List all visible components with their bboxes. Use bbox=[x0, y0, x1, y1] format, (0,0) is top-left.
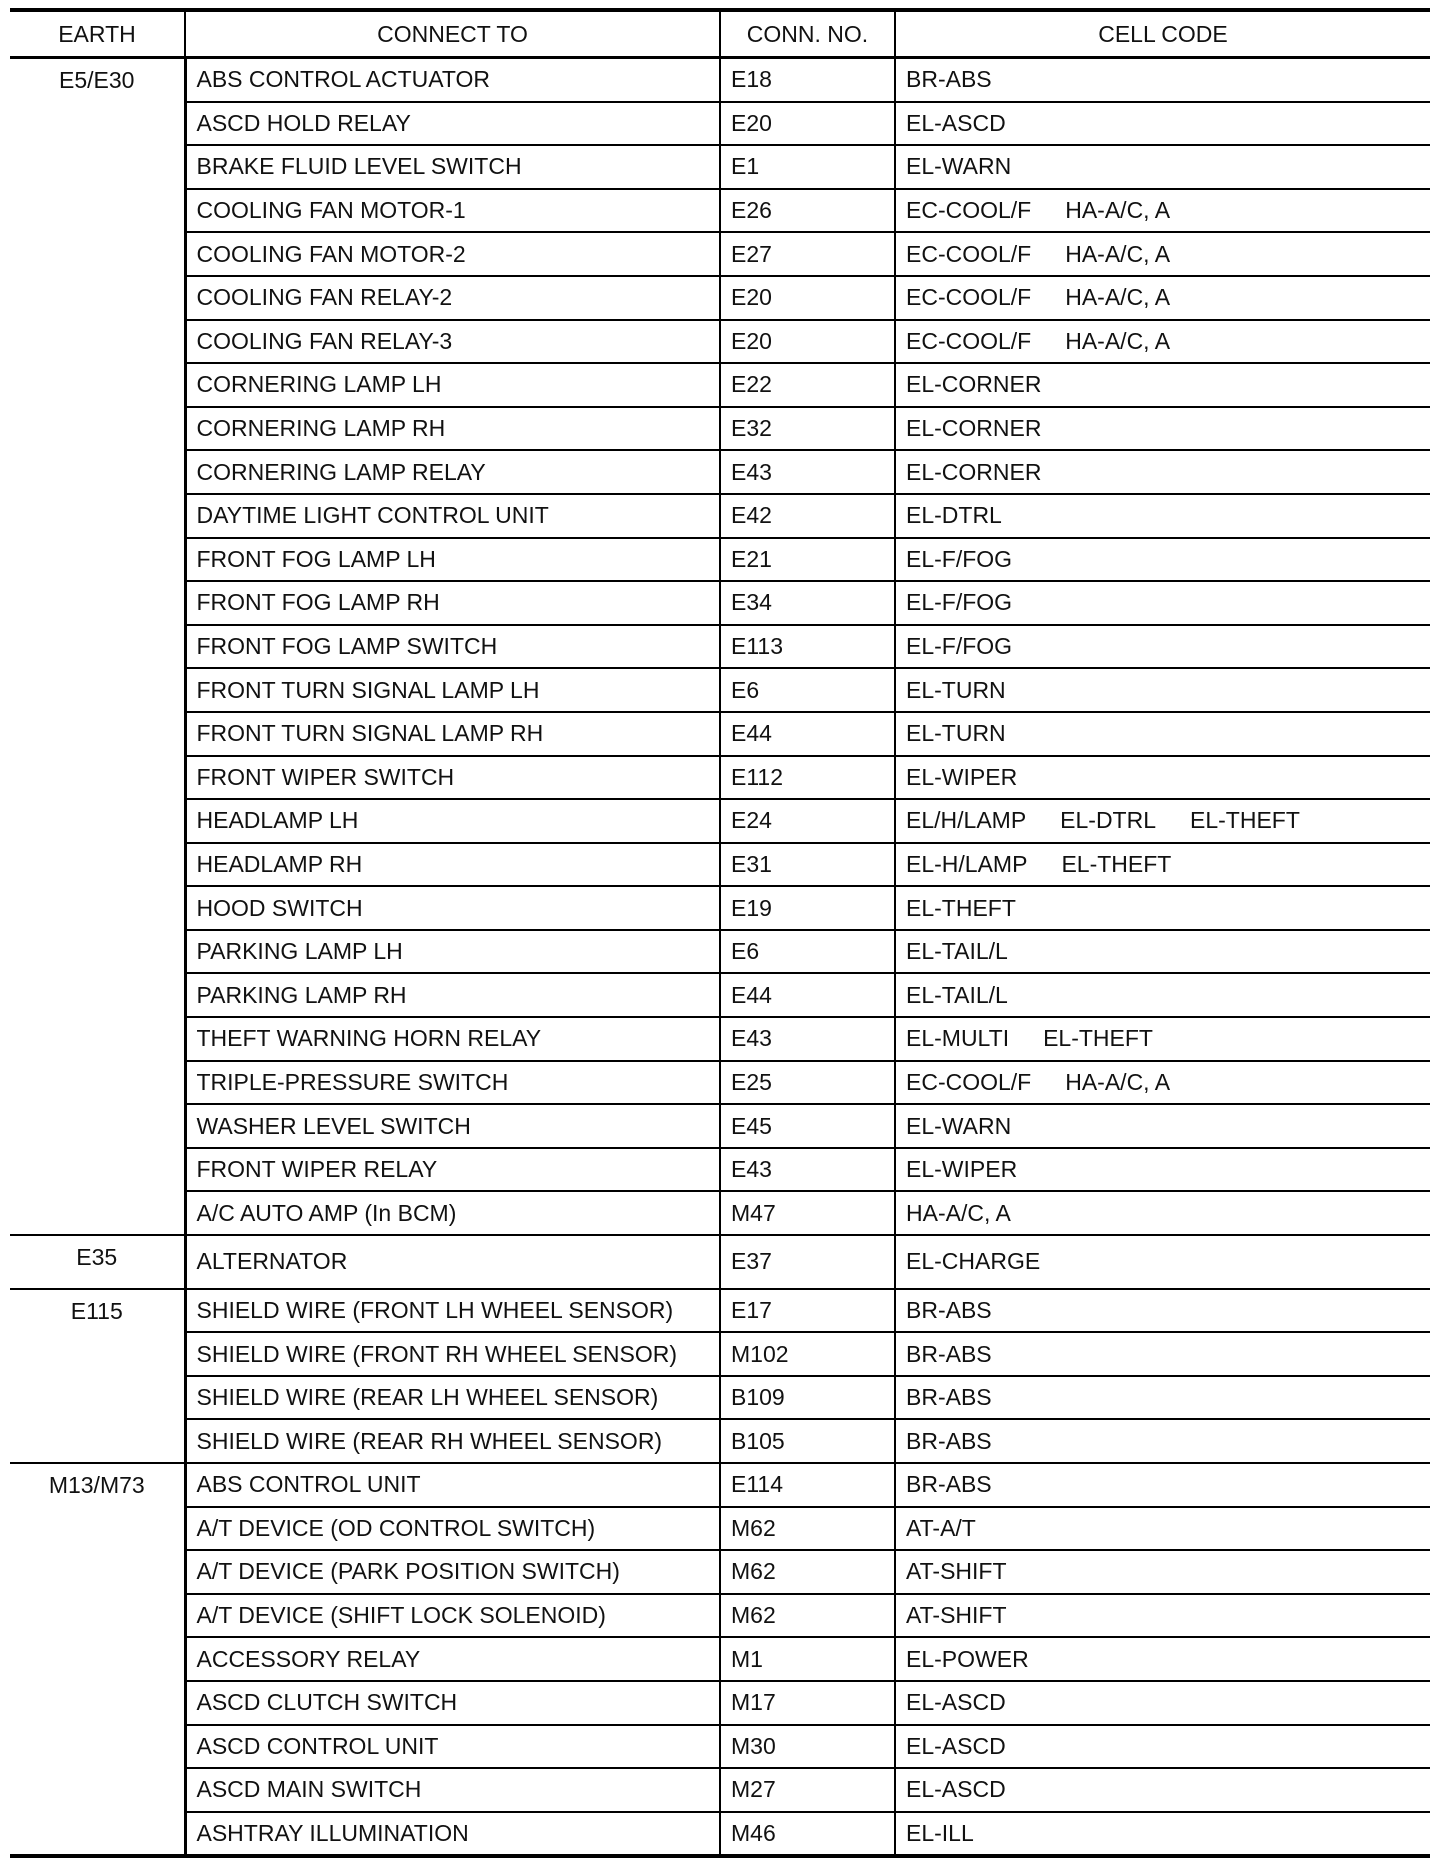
cell-code-cell bbox=[895, 1681, 1430, 1725]
connect-to-cell: WASHER LEVEL SWITCH bbox=[185, 1104, 720, 1148]
connect-to-cell: FRONT FOG LAMP SWITCH bbox=[185, 625, 720, 669]
table-row bbox=[10, 1768, 1430, 1812]
cell-code-cell bbox=[895, 1725, 1430, 1769]
cell-code: EL-TURN bbox=[906, 720, 1006, 747]
cell-code: EL-F/FOG bbox=[906, 589, 1013, 616]
cell-code-cell bbox=[895, 799, 1430, 843]
cell-code-cell bbox=[895, 1061, 1430, 1105]
cell-code: HA-A/C, A bbox=[1065, 240, 1171, 267]
connect-to-cell: PARKING LAMP RH bbox=[185, 973, 720, 1017]
connect-to-cell: HOOD SWITCH bbox=[185, 886, 720, 930]
cell-code-cell bbox=[895, 1289, 1430, 1333]
connect-to-cell: A/T DEVICE (SHIFT LOCK SOLENOID) bbox=[185, 1594, 720, 1638]
header-conn-no: CONN. NO. bbox=[720, 10, 895, 58]
cell-code-cell bbox=[895, 189, 1430, 233]
cell-code-cell bbox=[895, 1419, 1430, 1463]
connect-to-cell: DAYTIME LIGHT CONTROL UNIT bbox=[185, 494, 720, 538]
connector-number-cell: M17 bbox=[720, 1681, 895, 1725]
cell-code-cell bbox=[895, 1332, 1430, 1376]
connect-to-cell: SHIELD WIRE (FRONT RH WHEEL SENSOR) bbox=[185, 1332, 720, 1376]
connect-to-cell: A/T DEVICE (OD CONTROL SWITCH) bbox=[185, 1507, 720, 1551]
table-row bbox=[10, 1681, 1430, 1725]
cell-code-cell bbox=[895, 145, 1430, 189]
earth-point-cell: E35 bbox=[10, 1235, 185, 1289]
cell-code-cell bbox=[895, 1550, 1430, 1594]
connector-number-cell: E34 bbox=[720, 581, 895, 625]
connect-to-cell: ACCESSORY RELAY bbox=[185, 1637, 720, 1681]
connector-number-cell: M62 bbox=[720, 1550, 895, 1594]
connect-to-cell: HEADLAMP LH bbox=[185, 799, 720, 843]
cell-code: EL-THEFT bbox=[1043, 1025, 1153, 1052]
cell-code-cell bbox=[895, 1148, 1430, 1192]
cell-code: EL-WIPER bbox=[906, 1156, 1018, 1183]
cell-code: HA-A/C, A bbox=[906, 1199, 1011, 1226]
table-row bbox=[10, 668, 1430, 712]
cell-code: EL-CORNER bbox=[906, 415, 1042, 442]
connector-number-cell: M46 bbox=[720, 1812, 895, 1857]
cell-code-cell bbox=[895, 1191, 1430, 1235]
table-row bbox=[10, 1725, 1430, 1769]
cell-code-cell bbox=[895, 712, 1430, 756]
cell-code: EL-ASCD bbox=[906, 1689, 1006, 1716]
cell-code-cell bbox=[895, 102, 1430, 146]
connect-to-cell: A/C AUTO AMP (In BCM) bbox=[185, 1191, 720, 1235]
connect-to-cell: ABS CONTROL UNIT bbox=[185, 1463, 720, 1507]
table-row bbox=[10, 145, 1430, 189]
connect-to-cell: ALTERNATOR bbox=[185, 1235, 720, 1289]
header-row bbox=[10, 10, 1430, 58]
connector-number-cell: E20 bbox=[720, 320, 895, 364]
table-row bbox=[10, 1637, 1430, 1681]
table-row bbox=[10, 1017, 1430, 1061]
connect-to-cell: TRIPLE-PRESSURE SWITCH bbox=[185, 1061, 720, 1105]
table-row bbox=[10, 450, 1430, 494]
connect-to-cell: COOLING FAN MOTOR-2 bbox=[185, 232, 720, 276]
table-row bbox=[10, 1191, 1430, 1235]
connector-number-cell: E24 bbox=[720, 799, 895, 843]
cell-code-cell bbox=[895, 973, 1430, 1017]
connector-number-cell: M30 bbox=[720, 1725, 895, 1769]
connector-number-cell: E44 bbox=[720, 712, 895, 756]
cell-code: EL-F/FOG bbox=[906, 545, 1013, 572]
connector-number-cell: E6 bbox=[720, 668, 895, 712]
connector-number-cell: E45 bbox=[720, 1104, 895, 1148]
cell-code: BR-ABS bbox=[906, 1296, 992, 1323]
table-body bbox=[10, 58, 1430, 1857]
connector-number-cell: E22 bbox=[720, 363, 895, 407]
earth-point-cell: M13/M73 bbox=[10, 1463, 185, 1856]
cell-code: EL-WARN bbox=[906, 1112, 1012, 1139]
table-row bbox=[10, 232, 1430, 276]
connector-number-cell: E42 bbox=[720, 494, 895, 538]
connector-number-cell: E43 bbox=[720, 1148, 895, 1192]
cell-code-cell bbox=[895, 320, 1430, 364]
connector-number-cell: E112 bbox=[720, 756, 895, 800]
cell-code-cell bbox=[895, 1376, 1430, 1420]
connector-number-cell: M62 bbox=[720, 1594, 895, 1638]
cell-code: EL-ILL bbox=[906, 1820, 974, 1847]
table-row bbox=[10, 407, 1430, 451]
connector-number-cell: E6 bbox=[720, 930, 895, 974]
connector-number-cell: M102 bbox=[720, 1332, 895, 1376]
connector-number-cell: E31 bbox=[720, 843, 895, 887]
cell-code-cell bbox=[895, 1104, 1430, 1148]
connector-number-cell: M62 bbox=[720, 1507, 895, 1551]
cell-code: EC-COOL/F bbox=[906, 197, 1032, 224]
table-row bbox=[10, 1148, 1430, 1192]
connect-to-cell: FRONT TURN SIGNAL LAMP LH bbox=[185, 668, 720, 712]
cell-code: EL/H/LAMP bbox=[906, 807, 1027, 834]
table-row bbox=[10, 1463, 1430, 1507]
table-row bbox=[10, 189, 1430, 233]
connect-to-cell: FRONT FOG LAMP LH bbox=[185, 538, 720, 582]
connect-to-cell: FRONT WIPER RELAY bbox=[185, 1148, 720, 1192]
connector-number-cell: E17 bbox=[720, 1289, 895, 1333]
cell-code: AT-A/T bbox=[906, 1514, 976, 1541]
connect-to-cell: ASHTRAY ILLUMINATION bbox=[185, 1812, 720, 1857]
connector-number-cell: E18 bbox=[720, 58, 895, 102]
cell-code-cell bbox=[895, 668, 1430, 712]
table-row bbox=[10, 1235, 1430, 1289]
connector-number-cell: E26 bbox=[720, 189, 895, 233]
table-row bbox=[10, 1376, 1430, 1420]
header-connect-to: CONNECT TO bbox=[185, 10, 720, 58]
cell-code: EL-ASCD bbox=[906, 1732, 1006, 1759]
cell-code-cell bbox=[895, 1637, 1430, 1681]
table-row bbox=[10, 1332, 1430, 1376]
table-row bbox=[10, 581, 1430, 625]
cell-code: EC-COOL/F bbox=[906, 1068, 1032, 1095]
connector-number-cell: B109 bbox=[720, 1376, 895, 1420]
connector-number-cell: E1 bbox=[720, 145, 895, 189]
connect-to-cell: SHIELD WIRE (REAR RH WHEEL SENSOR) bbox=[185, 1419, 720, 1463]
connector-number-cell: M1 bbox=[720, 1637, 895, 1681]
connect-to-cell: COOLING FAN MOTOR-1 bbox=[185, 189, 720, 233]
connect-to-cell: ASCD CLUTCH SWITCH bbox=[185, 1681, 720, 1725]
cell-code-cell bbox=[895, 232, 1430, 276]
cell-code: EL-CORNER bbox=[906, 458, 1042, 485]
cell-code: EL-CHARGE bbox=[906, 1248, 1041, 1275]
table-row bbox=[10, 58, 1430, 102]
cell-code: AT-SHIFT bbox=[906, 1558, 1007, 1585]
cell-code: EL-MULTI bbox=[906, 1025, 1010, 1052]
cell-code-cell bbox=[895, 494, 1430, 538]
connector-number-cell: E27 bbox=[720, 232, 895, 276]
connector-number-cell: E25 bbox=[720, 1061, 895, 1105]
connector-number-cell: E21 bbox=[720, 538, 895, 582]
cell-code: EL-DTRL bbox=[906, 502, 1002, 529]
cell-code: EL-THEFT bbox=[906, 894, 1016, 921]
connect-to-cell: CORNERING LAMP LH bbox=[185, 363, 720, 407]
connect-to-cell: CORNERING LAMP RELAY bbox=[185, 450, 720, 494]
table-row bbox=[10, 102, 1430, 146]
cell-code: EL-F/FOG bbox=[906, 633, 1013, 660]
table-row bbox=[10, 1289, 1430, 1333]
cell-code-cell bbox=[895, 1507, 1430, 1551]
connect-to-cell: ASCD CONTROL UNIT bbox=[185, 1725, 720, 1769]
table-row bbox=[10, 799, 1430, 843]
table-row bbox=[10, 1812, 1430, 1857]
connector-number-cell: E113 bbox=[720, 625, 895, 669]
table-row bbox=[10, 886, 1430, 930]
table-row bbox=[10, 712, 1430, 756]
connect-to-cell: SHIELD WIRE (REAR LH WHEEL SENSOR) bbox=[185, 1376, 720, 1420]
earth-point-cell: E5/E30 bbox=[10, 58, 185, 1236]
cell-code-cell bbox=[895, 1594, 1430, 1638]
table-row bbox=[10, 1594, 1430, 1638]
connect-to-cell: BRAKE FLUID LEVEL SWITCH bbox=[185, 145, 720, 189]
cell-code: HA-A/C, A bbox=[1065, 197, 1171, 224]
table-row bbox=[10, 1507, 1430, 1551]
connect-to-cell: COOLING FAN RELAY-2 bbox=[185, 276, 720, 320]
cell-code-cell bbox=[895, 1235, 1430, 1289]
earth-distribution-table bbox=[10, 8, 1430, 1858]
connect-to-cell: ABS CONTROL ACTUATOR bbox=[185, 58, 720, 102]
connector-number-cell: E43 bbox=[720, 1017, 895, 1061]
cell-code-cell bbox=[895, 886, 1430, 930]
connector-number-cell: M47 bbox=[720, 1191, 895, 1235]
cell-code-cell bbox=[895, 581, 1430, 625]
table-row bbox=[10, 320, 1430, 364]
cell-code: HA-A/C, A bbox=[1065, 327, 1171, 354]
cell-code-cell bbox=[895, 843, 1430, 887]
cell-code: EL-CORNER bbox=[906, 371, 1042, 398]
table-row bbox=[10, 494, 1430, 538]
connect-to-cell: CORNERING LAMP RH bbox=[185, 407, 720, 451]
table-row bbox=[10, 973, 1430, 1017]
cell-code-cell bbox=[895, 538, 1430, 582]
cell-code: HA-A/C, A bbox=[1065, 1068, 1171, 1095]
cell-code: EL-WIPER bbox=[906, 763, 1018, 790]
cell-code: EL-TAIL/L bbox=[906, 981, 1008, 1008]
header-cell-code: CELL CODE bbox=[895, 10, 1430, 58]
connector-number-cell: E32 bbox=[720, 407, 895, 451]
connector-number-cell: E114 bbox=[720, 1463, 895, 1507]
connector-number-cell: E44 bbox=[720, 973, 895, 1017]
cell-code: BR-ABS bbox=[906, 1384, 992, 1411]
cell-code-cell bbox=[895, 756, 1430, 800]
table-row bbox=[10, 756, 1430, 800]
connect-to-cell: FRONT FOG LAMP RH bbox=[185, 581, 720, 625]
table-row bbox=[10, 930, 1430, 974]
table-row bbox=[10, 538, 1430, 582]
connect-to-cell: THEFT WARNING HORN RELAY bbox=[185, 1017, 720, 1061]
table-row bbox=[10, 1104, 1430, 1148]
connect-to-cell: A/T DEVICE (PARK POSITION SWITCH) bbox=[185, 1550, 720, 1594]
cell-code: EL-TAIL/L bbox=[906, 938, 1008, 965]
cell-code: BR-ABS bbox=[906, 66, 992, 93]
earth-point-cell: E115 bbox=[10, 1289, 185, 1463]
cell-code: EL-THEFT bbox=[1061, 850, 1172, 877]
cell-code-cell bbox=[895, 407, 1430, 451]
connect-to-cell: FRONT TURN SIGNAL LAMP RH bbox=[185, 712, 720, 756]
connect-to-cell: ASCD MAIN SWITCH bbox=[185, 1768, 720, 1812]
cell-code-cell bbox=[895, 1812, 1430, 1857]
table-row bbox=[10, 625, 1430, 669]
table-row bbox=[10, 363, 1430, 407]
header-earth: EARTH bbox=[10, 10, 185, 58]
cell-code-cell bbox=[895, 1463, 1430, 1507]
cell-code-cell bbox=[895, 450, 1430, 494]
cell-code: EC-COOL/F bbox=[906, 240, 1032, 267]
table-row bbox=[10, 276, 1430, 320]
cell-code-cell bbox=[895, 363, 1430, 407]
connect-to-cell: PARKING LAMP LH bbox=[185, 930, 720, 974]
cell-code-cell bbox=[895, 58, 1430, 102]
cell-code: BR-ABS bbox=[906, 1340, 992, 1367]
connect-to-cell: COOLING FAN RELAY-3 bbox=[185, 320, 720, 364]
cell-code: EL-ASCD bbox=[906, 1776, 1006, 1803]
cell-code: EL-ASCD bbox=[906, 109, 1006, 136]
table-row bbox=[10, 1419, 1430, 1463]
cell-code: AT-SHIFT bbox=[906, 1602, 1007, 1629]
cell-code: EL-TURN bbox=[906, 676, 1006, 703]
table-row bbox=[10, 1550, 1430, 1594]
connect-to-cell: HEADLAMP RH bbox=[185, 843, 720, 887]
table-header bbox=[10, 10, 1430, 58]
cell-code: EL-DTRL bbox=[1060, 807, 1157, 834]
cell-code: EL-H/LAMP bbox=[906, 850, 1028, 877]
table-row bbox=[10, 843, 1430, 887]
cell-code: BR-ABS bbox=[906, 1471, 992, 1498]
cell-code-cell bbox=[895, 276, 1430, 320]
cell-code: EL-WARN bbox=[906, 153, 1012, 180]
connector-number-cell: E43 bbox=[720, 450, 895, 494]
cell-code: EC-COOL/F bbox=[906, 284, 1032, 311]
connector-number-cell: M27 bbox=[720, 1768, 895, 1812]
cell-code: HA-A/C, A bbox=[1065, 284, 1171, 311]
connector-number-cell: E19 bbox=[720, 886, 895, 930]
cell-code-cell bbox=[895, 1017, 1430, 1061]
cell-code: EL-POWER bbox=[906, 1645, 1029, 1672]
cell-code: BR-ABS bbox=[906, 1427, 992, 1454]
connect-to-cell: ASCD HOLD RELAY bbox=[185, 102, 720, 146]
connect-to-cell: SHIELD WIRE (FRONT LH WHEEL SENSOR) bbox=[185, 1289, 720, 1333]
cell-code-cell bbox=[895, 1768, 1430, 1812]
connector-number-cell: E20 bbox=[720, 102, 895, 146]
cell-code: EL-THEFT bbox=[1190, 807, 1300, 834]
table-row bbox=[10, 1061, 1430, 1105]
cell-code: EC-COOL/F bbox=[906, 327, 1032, 354]
cell-code-cell bbox=[895, 930, 1430, 974]
connector-number-cell: E37 bbox=[720, 1235, 895, 1289]
cell-code-cell bbox=[895, 625, 1430, 669]
connector-number-cell: E20 bbox=[720, 276, 895, 320]
connect-to-cell: FRONT WIPER SWITCH bbox=[185, 756, 720, 800]
connector-number-cell: B105 bbox=[720, 1419, 895, 1463]
